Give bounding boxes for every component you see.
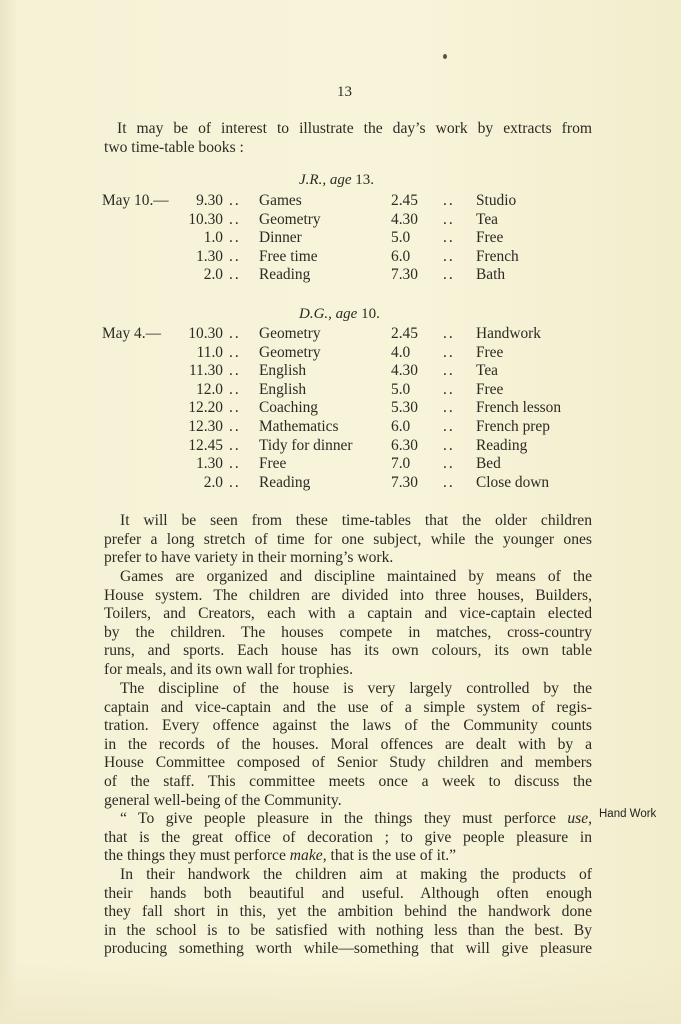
timetable-date: May 10.— (102, 192, 169, 209)
leader-dots: .. (229, 362, 241, 380)
text-line: captain and vice-captain and the use of a simple system of regis- (104, 698, 592, 716)
leader-dots: .. (443, 455, 455, 473)
timetable-row (0, 455, 681, 474)
activity-afternoon: Free (476, 343, 504, 361)
activity-afternoon: French (476, 247, 519, 265)
timetable-row (0, 362, 681, 381)
activity-morning: Reading (259, 473, 311, 491)
activity-morning: Geometry (259, 325, 321, 342)
time-morning: 1.30 (196, 247, 223, 265)
leader-dots: .. (443, 247, 455, 265)
activity-morning: Free (259, 455, 287, 473)
leader-dots: .. (443, 436, 455, 454)
text-line: runs, and sports. Each house has its own colours, its own table (104, 642, 592, 660)
time-morning: 2.0 (203, 266, 223, 284)
text-line: two time-table books : (104, 138, 244, 156)
activity-afternoon: Close down (476, 473, 550, 491)
leader-dots: .. (229, 229, 241, 247)
activity-afternoon: Bed (476, 455, 501, 473)
text-line: prefer to have variety in their morning’s work. (104, 549, 394, 567)
text-line: The discipline of the house is very largely controlled by the (120, 680, 592, 697)
timetable-row (0, 344, 681, 363)
leader-dots: .. (443, 362, 455, 380)
text-line: Toilers, and Creators, each with a captain and vice-captain elected (104, 605, 592, 623)
activity-morning: Dinner (259, 229, 302, 247)
activity-morning: Free time (259, 247, 318, 265)
time-afternoon: 6.0 (391, 418, 411, 435)
paragraph-discipline (104, 680, 592, 810)
time-morning: 12.0 (196, 380, 223, 398)
page-shadow (0, 960, 681, 1024)
time-morning: 11.0 (196, 343, 223, 361)
activity-morning: Mathematics (259, 418, 339, 435)
leader-dots: .. (229, 266, 241, 284)
text-line: Games are organized and discipline maintained by means of the (120, 568, 592, 585)
text-line: of the staff. This committee meets once a week to discuss the (104, 772, 592, 790)
time-morning: 9.30 (196, 192, 223, 209)
text-line: producing something worth while—something that will give pleasure (104, 940, 592, 958)
leader-dots: .. (443, 473, 455, 491)
timetable-row (0, 437, 681, 456)
time-morning: 10.30 (188, 210, 223, 228)
time-morning: 11.30 (188, 362, 223, 380)
activity-morning: Geometry (259, 343, 321, 361)
time-afternoon: 7.30 (391, 266, 418, 284)
timetable-title-dg: D.G., age 10. (299, 306, 380, 322)
leader-dots: .. (229, 343, 241, 361)
leader-dots: .. (229, 436, 241, 454)
leader-dots: .. (229, 455, 241, 473)
activity-morning: Coaching (259, 399, 318, 417)
time-afternoon: 4.0 (391, 343, 411, 361)
time-afternoon: 7.30 (391, 473, 418, 491)
activity-afternoon: Bath (476, 266, 506, 284)
leader-dots: .. (229, 380, 241, 398)
timetable-row (0, 381, 681, 400)
leader-dots: .. (443, 266, 455, 284)
text-line: House system. The children are divided into three houses, Builders, (104, 586, 592, 604)
ink-spot (443, 54, 447, 59)
time-morning: 2.0 (203, 473, 223, 491)
timetable-title-jr: J.R., age 13. (299, 172, 374, 188)
activity-morning: English (259, 362, 307, 380)
activity-afternoon: Reading (476, 436, 528, 454)
text-line: that is the great office of decoration ; to give people pleasure in (104, 828, 592, 846)
timetable-row (0, 399, 681, 418)
activity-afternoon: French lesson (476, 399, 562, 417)
activity-morning: Reading (259, 266, 311, 284)
time-morning: 12.30 (188, 418, 223, 435)
time-afternoon: 5.0 (391, 380, 411, 398)
timetable-row (0, 266, 681, 285)
timetable-row (0, 325, 681, 344)
activity-afternoon: Handwork (476, 325, 541, 342)
time-morning: 12.45 (188, 436, 223, 454)
time-afternoon: 6.30 (391, 436, 418, 454)
timetable-row (0, 418, 681, 437)
leader-dots: .. (229, 473, 241, 491)
text-line: general well-being of the Community. (104, 791, 342, 809)
timetable-row (0, 229, 681, 248)
activity-afternoon: Free (476, 380, 504, 398)
text-line: the things they must perforce make, that is the use of it.” (104, 847, 457, 865)
leader-dots: .. (229, 399, 241, 417)
activity-morning: Games (259, 192, 302, 209)
page-number: 13 (337, 84, 352, 100)
timetable-row (0, 192, 681, 211)
text-line: It will be seen from these time-tables that the older children (120, 512, 592, 529)
leader-dots: .. (443, 192, 455, 209)
activity-afternoon: French prep (476, 418, 550, 435)
text-line: by the children. The houses compete in matches, cross-country (104, 623, 592, 641)
timetable-row (0, 474, 681, 493)
leader-dots: .. (443, 343, 455, 361)
activity-morning: Tidy for dinner (259, 436, 353, 454)
paragraph-handwork (104, 866, 592, 959)
timetable-date: May 4.— (102, 325, 161, 342)
leader-dots: .. (443, 325, 455, 342)
margin-note: Hand Work (599, 808, 657, 820)
leader-dots: .. (443, 210, 455, 228)
activity-morning: English (259, 380, 307, 398)
leader-dots: .. (443, 380, 455, 398)
leader-dots: .. (229, 325, 241, 342)
time-afternoon: 6.0 (391, 247, 411, 265)
intro-text (104, 120, 592, 157)
time-afternoon: 2.45 (391, 325, 418, 342)
time-afternoon: 4.30 (391, 362, 418, 380)
time-afternoon: 2.45 (391, 192, 418, 209)
time-afternoon: 5.0 (391, 229, 411, 247)
activity-afternoon: Tea (476, 362, 498, 380)
time-afternoon: 5.30 (391, 399, 418, 417)
leader-dots: .. (443, 229, 455, 247)
time-morning: 1.0 (203, 229, 223, 247)
paragraph-timetables (104, 512, 592, 568)
text-line: tration. Every offence against the laws of the Community counts (104, 717, 592, 735)
leader-dots: .. (443, 418, 455, 435)
text-line: in the records of the houses. Moral offences are dealt with by a (104, 735, 592, 753)
timetable-row (0, 211, 681, 230)
text-line: in the school is to be satisfied with nothing less than the best. By (104, 921, 592, 939)
activity-afternoon: Tea (476, 210, 498, 228)
leader-dots: .. (229, 247, 241, 265)
time-afternoon: 7.0 (391, 455, 411, 473)
activity-morning: Geometry (259, 210, 321, 228)
leader-dots: .. (443, 399, 455, 417)
text-line: their hands both beautiful and useful. Although often enough (104, 884, 592, 902)
timetable-row (0, 248, 681, 267)
time-morning: 10.30 (188, 325, 223, 342)
activity-afternoon: Free (476, 229, 504, 247)
text-line: for meals, and its own wall for trophies. (104, 660, 354, 678)
quotation (104, 810, 592, 866)
paragraph-house-system (104, 568, 592, 680)
leader-dots: .. (229, 192, 241, 209)
text-line: prefer a long stretch of time for one subject, while the younger ones (104, 530, 592, 548)
text-line: they fall short in this, yet the ambition behind the handwork done (104, 903, 592, 921)
text-line: “ To give people pleasure in the things they must perforce use, (120, 810, 593, 827)
activity-afternoon: Studio (476, 192, 517, 209)
text-line: In their handwork the children aim at making the products of (120, 866, 592, 883)
leader-dots: .. (229, 210, 241, 228)
text-line: House Committee composed of Senior Study children and members (104, 754, 592, 772)
time-afternoon: 4.30 (391, 210, 418, 228)
text-line: It may be of interest to illustrate the day’s work by extracts from (117, 120, 592, 137)
time-morning: 12.20 (188, 399, 223, 417)
time-morning: 1.30 (196, 455, 223, 473)
leader-dots: .. (229, 418, 241, 435)
